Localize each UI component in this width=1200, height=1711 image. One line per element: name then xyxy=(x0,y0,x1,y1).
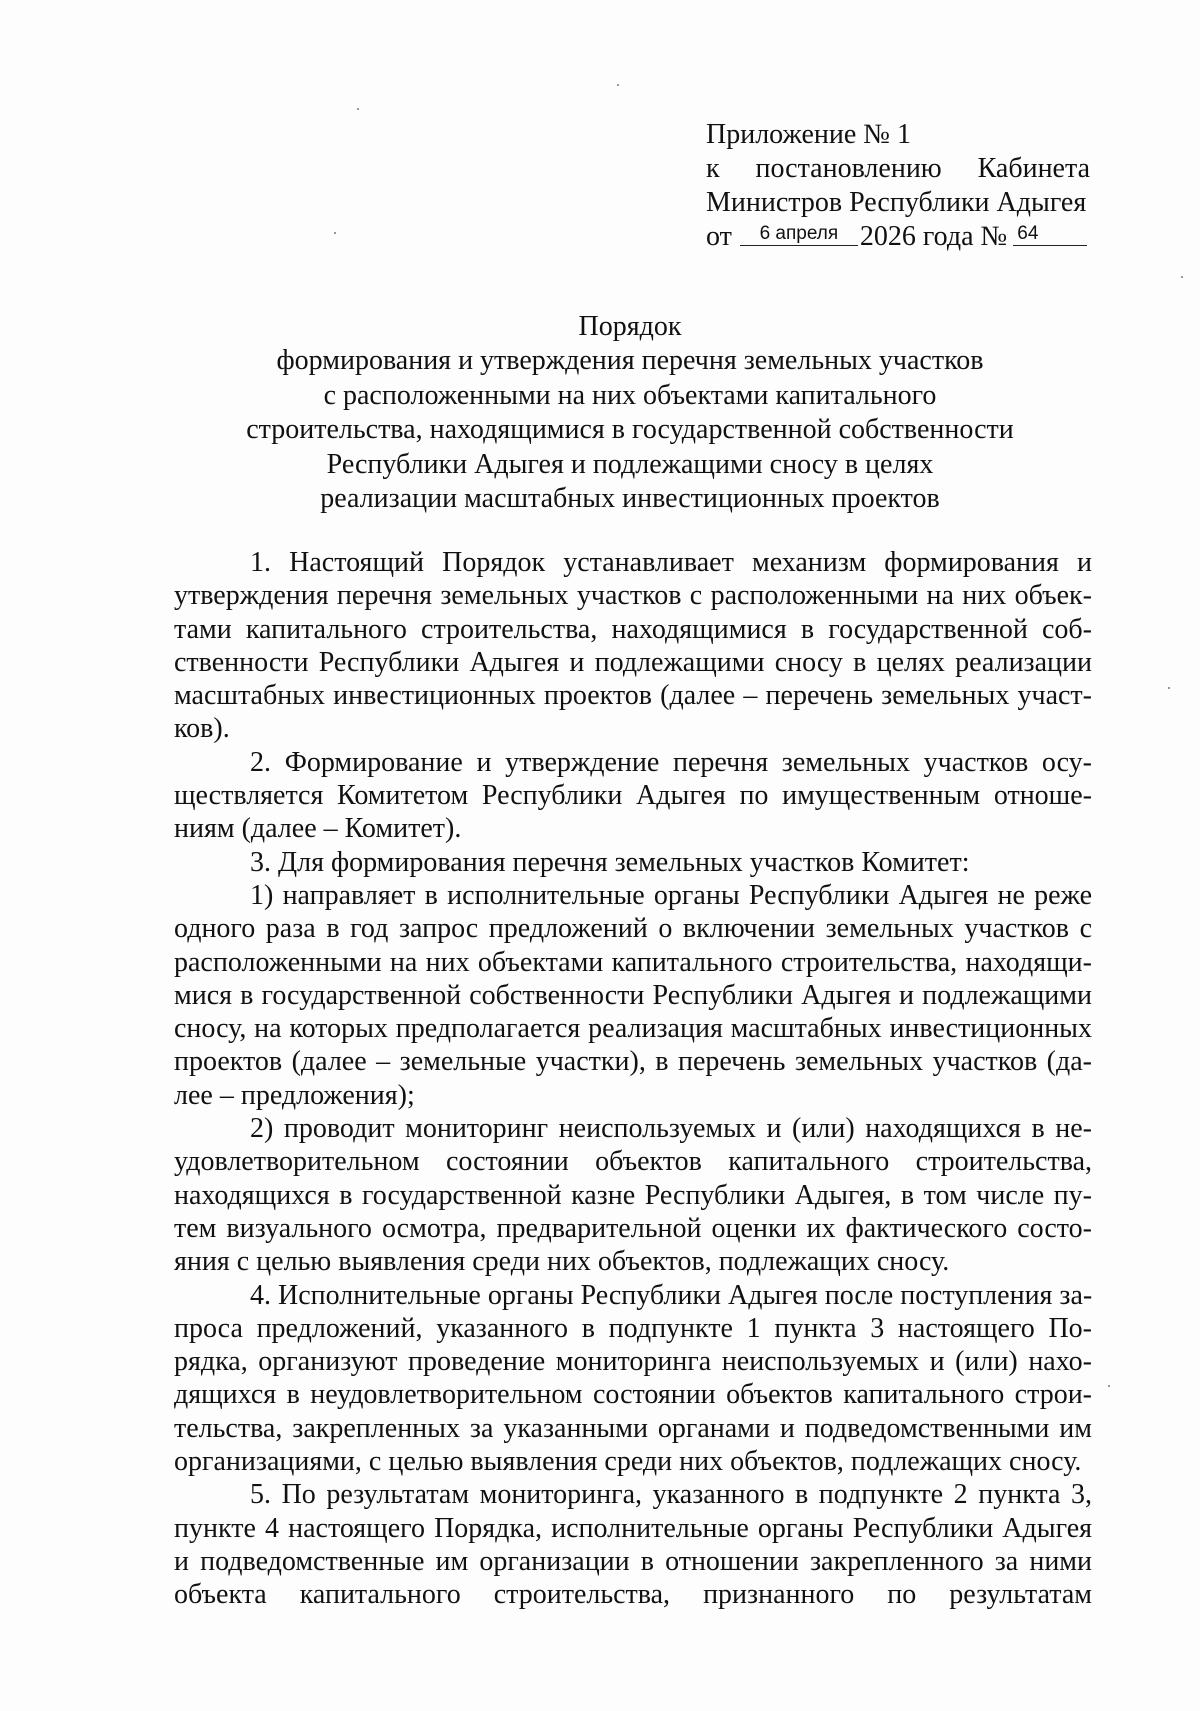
body-line: одного раза в год запрос предложений о включении земельных участков с xyxy=(174,913,1092,945)
body-line: 3. Для формирования перечня земельных участков Комитет: xyxy=(250,846,970,878)
scan-speck xyxy=(617,84,619,86)
body-line: тами капитального строительства, находящимися в государственной соб- xyxy=(174,613,1092,645)
body-line: 2) проводит мониторинг неиспользуемых и (или) находящихся в не- xyxy=(250,1113,1092,1145)
handwritten-date: 6 апреля xyxy=(740,223,858,246)
body-line: объекта капитального строительства, признанного по результатам xyxy=(174,1579,1092,1611)
scan-speck xyxy=(1108,1385,1110,1387)
title-line: формирования и утверждения перечня земельных участков xyxy=(276,345,984,377)
resolution-word: к xyxy=(706,153,720,184)
resolution-word: постановлению xyxy=(755,153,942,184)
body-line: лее – предложения); xyxy=(174,1079,415,1111)
handwritten-resolution-number: 64 xyxy=(1013,223,1087,246)
body-line: 5. По результатам мониторинга, указанного в подпункте 2 пункта 3, xyxy=(250,1479,1092,1511)
body-line: яния с целью выявления среди них объектов, подлежащих сносу. xyxy=(174,1246,950,1278)
document-body xyxy=(174,546,1092,1612)
title-line: Порядок xyxy=(578,311,682,342)
body-line: проса предложений, указанного в подпункте 1 пункта 3 настоящего По- xyxy=(174,1312,1092,1344)
title-line: строительства, находящимися в государственной собственности xyxy=(246,414,1014,446)
body-line: рядка, организуют проведение мониторинга неиспользуемых и (или) нахо- xyxy=(174,1346,1092,1378)
date-prefix: от xyxy=(706,221,732,252)
title-line: с расположенными на них объектами капитального xyxy=(323,379,937,411)
issuing-authority: Министров Республики Адыгея xyxy=(706,187,1087,218)
body-line: тельства, закрепленных за указанными органами и подведомственными им xyxy=(174,1412,1092,1444)
body-line: утверждения перечня земельных участков с расположенными на них объек- xyxy=(174,580,1092,612)
title-line: Республики Адыгея и подлежащими сносу в целях xyxy=(326,448,934,480)
body-line: масштабных инвестиционных проектов (далее – перечень земельных участ- xyxy=(174,680,1092,712)
body-line: пункте 4 настоящего Порядка, исполнительные органы Республики Адыгея xyxy=(174,1512,1092,1544)
body-line: ственности Республики Адыгея и подлежащими сносу в целях реализации xyxy=(174,646,1092,678)
title-line: реализации масштабных инвестиционных проектов xyxy=(320,483,940,515)
resolution-date-line xyxy=(706,220,1090,254)
scan-speck xyxy=(1181,276,1183,278)
body-line: дящихся в неудовлетворительном состоянии объектов капитального строи- xyxy=(174,1379,1092,1411)
body-line: удовлетворительном состоянии объектов капитального строительства, xyxy=(174,1146,1092,1178)
body-line: тем визуального осмотра, предварительной оценки их фактического состо- xyxy=(174,1212,1092,1244)
body-line: ниям (далее – Комитет). xyxy=(174,813,462,845)
date-year: 2026 года № xyxy=(859,221,1008,252)
body-line: сносу, на которых предполагается реализация масштабных инвестиционных xyxy=(174,1013,1092,1045)
body-line: проектов (далее – земельные участки), в перечень земельных участков (да- xyxy=(174,1046,1092,1078)
body-line: мися в государственной собственности Республики Адыгея и подлежащими xyxy=(174,979,1092,1011)
appendix-header xyxy=(706,118,1090,254)
body-line: 4. Исполнительные органы Республики Адыгея после поступления за- xyxy=(250,1279,1093,1311)
document-title xyxy=(200,310,1060,516)
resolution-reference xyxy=(706,152,1090,186)
body-line: организациями, с целью выявления среди них объектов, подлежащих сносу. xyxy=(174,1446,1082,1478)
body-line: находящихся в государственной казне Республики Адыгея, в том числе пу- xyxy=(174,1179,1092,1211)
body-line: 2. Формирование и утверждение перечня земельных участков осу- xyxy=(250,746,1092,778)
scan-speck xyxy=(357,108,359,110)
scan-speck xyxy=(1168,687,1170,689)
resolution-word: Кабинета xyxy=(977,153,1090,184)
body-line: и подведомственные им организации в отношении закрепленного за ними xyxy=(174,1545,1092,1577)
appendix-number: Приложение № 1 xyxy=(706,119,911,150)
body-line: ществляется Комитетом Республики Адыгея по имущественным отноше- xyxy=(174,780,1092,812)
body-line: расположенными на них объектами капитального строительства, находящи- xyxy=(174,946,1092,978)
body-line: ков). xyxy=(174,713,230,745)
scan-speck xyxy=(334,232,336,234)
body-line: 1) направляет в исполнительные органы Республики Адыгея не реже xyxy=(250,879,1092,911)
body-line: 1. Настоящий Порядок устанавливает механизм формирования и xyxy=(250,547,1092,578)
